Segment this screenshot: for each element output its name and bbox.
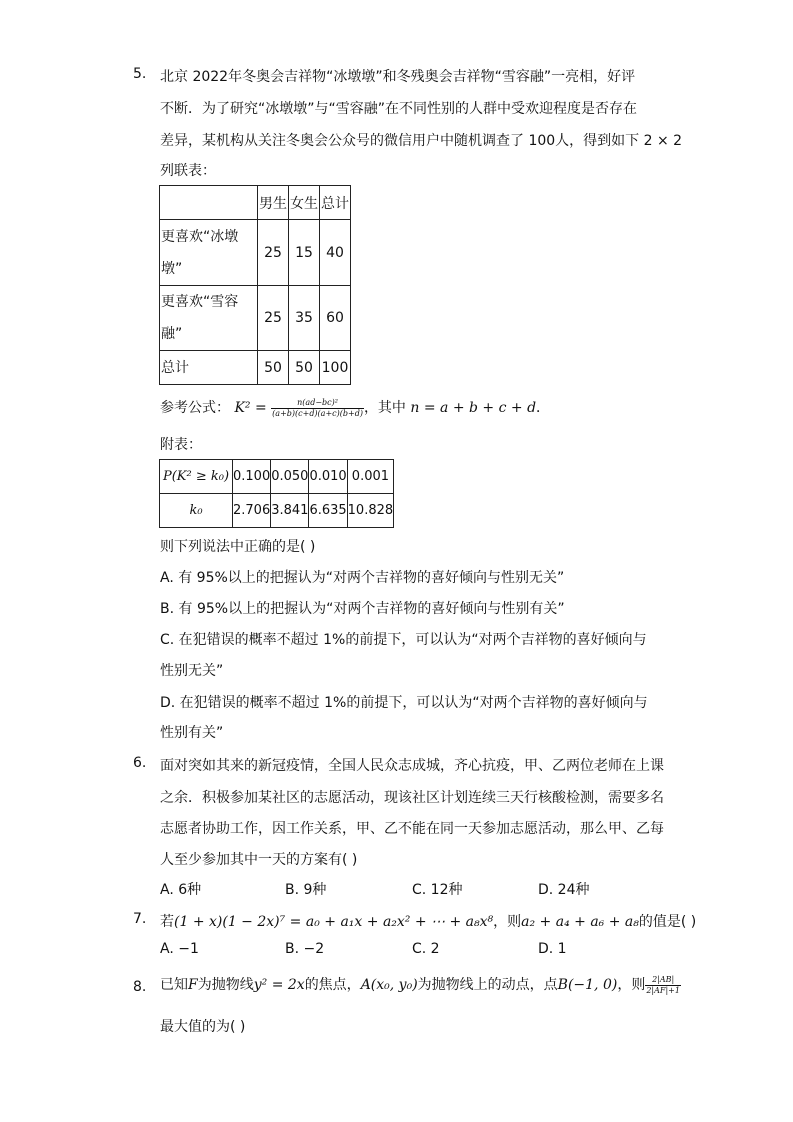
fraction-denominator: (a+b)(c+d)(a+c)(b+d) <box>272 408 363 418</box>
math-expression: F <box>188 977 198 993</box>
question-number: 7. <box>133 911 147 927</box>
table-row-label <box>160 220 258 286</box>
math-fraction <box>645 975 681 996</box>
math-expression: (1 + x)(1 − 2x)⁷ = a₀ + a₁x + a₂x² + ⋯ + a₈x⁸ <box>174 914 494 930</box>
table-cell: 50 <box>258 351 289 385</box>
table-cell: 10.828 <box>347 494 394 528</box>
option-b[interactable]: B. −2 <box>285 941 325 957</box>
question-text-line: 不断．为了研究“冰墩墩”与“雪容融”在不同性别的人群中受欢迎程度是否存在 <box>160 101 638 117</box>
text-fragment: 的值是( ) <box>638 914 697 930</box>
question-text-line <box>160 911 696 931</box>
question-text-line: 人至少参加其中一天的方案有( ) <box>160 852 358 868</box>
contingency-table <box>159 185 351 385</box>
table-header-cell: 总计 <box>320 186 351 220</box>
table-cell: 100 <box>320 351 351 385</box>
option-b[interactable]: B. 有 95%以上的把握认为“对两个吉祥物的喜好倾向与性别有关” <box>160 601 565 617</box>
table-cell: 60 <box>320 286 351 351</box>
option-c-continued[interactable]: 性别无关” <box>160 663 224 679</box>
table-row-label: P(K² ≥ k₀) <box>160 460 233 494</box>
table-row <box>160 494 394 528</box>
text-fragment: ，则 <box>617 977 646 993</box>
formula-prefix: 参考公式： <box>160 400 230 416</box>
text-fragment: 的焦点， <box>304 977 361 993</box>
reference-formula <box>160 397 550 419</box>
option-c[interactable]: C. 2 <box>412 941 440 957</box>
table-cell: 35 <box>289 286 320 351</box>
table-header-cell <box>160 186 258 220</box>
fraction-numerator: 2|AB| <box>645 975 681 986</box>
math-expression: A(x₀, y₀) <box>360 977 418 993</box>
math-expression: B(−1, 0) <box>557 977 618 993</box>
table-row <box>160 220 351 286</box>
question-text-line: 之余．积极参加某社区的志愿活动，现该社区计划连续三天行核酸检测，需要多名 <box>160 790 664 806</box>
option-a[interactable]: A. 6种 <box>160 882 202 898</box>
row-label-part: 融” <box>161 326 183 342</box>
formula-suffix: ，其中 <box>363 400 406 416</box>
table-header-cell: 男生 <box>258 186 289 220</box>
question-number: 6. <box>133 755 147 771</box>
option-c[interactable]: C. 12种 <box>412 882 463 898</box>
math-expression: y² = 2x <box>253 977 305 993</box>
table-cell: 2.706 <box>233 494 271 528</box>
table-cell: 0.010 <box>309 460 347 494</box>
text-fragment: 已知 <box>160 977 188 993</box>
table-cell: 25 <box>258 220 289 286</box>
formula-n-expression: n = a + b + c + d <box>410 400 537 416</box>
option-b[interactable]: B. 9种 <box>285 882 327 898</box>
text-fragment: 为抛物线 <box>197 977 254 993</box>
option-d[interactable]: D. 24种 <box>538 882 590 898</box>
table-cell: 0.050 <box>271 460 309 494</box>
math-expression: a₂ + a₄ + a₆ + a₈ <box>521 914 639 930</box>
row-label-part: 更喜欢“冰墩 <box>161 228 239 245</box>
option-a[interactable]: A. −1 <box>160 941 199 957</box>
question-text-line: 北京 2022年冬奥会吉祥物“冰墩墩”和冬残奥会吉祥物“雪容融”一亮相，好评 <box>160 69 636 85</box>
table-cell: 15 <box>289 220 320 286</box>
option-d[interactable]: D. 在犯错误的概率不超过 1%的前提下，可以认为“对两个吉祥物的喜好倾向与 <box>160 695 648 711</box>
appendix-label: 附表： <box>160 437 202 453</box>
table-row <box>160 460 394 494</box>
fraction-denominator: 2|AF|+1 <box>646 985 680 995</box>
table-row-label: k₀ <box>160 494 233 528</box>
table-cell: 40 <box>320 220 351 286</box>
question-number: 8. <box>133 979 147 995</box>
row-label-part: 更喜欢“雪容 <box>161 294 239 310</box>
formula-lhs: K² = <box>234 400 267 416</box>
question-text-line: 面对突如其来的新冠疫情，全国人民众志成城，齐心抗疫，甲、乙两位老师在上课 <box>160 758 664 774</box>
question-text-line <box>160 974 681 996</box>
table-cell: 50 <box>289 351 320 385</box>
question-number: 5. <box>133 66 147 82</box>
table-cell: 0.100 <box>233 460 271 494</box>
question-text-line: 志愿者协助工作，因工作关系，甲、乙不能在同一天参加志愿活动，那么甲、乙每 <box>160 821 664 837</box>
table-cell: 3.841 <box>271 494 309 528</box>
fraction-numerator: n(ad−bc)² <box>271 398 364 409</box>
formula-fraction <box>271 398 364 419</box>
question-prompt: 则下列说法中正确的是( ) <box>160 539 316 555</box>
text-fragment: 若 <box>160 914 174 930</box>
table-cell: 0.001 <box>347 460 394 494</box>
formula-end: ． <box>536 400 551 416</box>
text-fragment: 为抛物线上的动点，点 <box>417 977 558 993</box>
question-text-line: 最大值的为( ) <box>160 1019 246 1035</box>
row-label-part: 墩” <box>161 260 183 277</box>
table-header-cell: 女生 <box>289 186 320 220</box>
text-fragment: ，则 <box>493 914 522 930</box>
table-row <box>160 351 351 385</box>
table-row-label <box>160 286 258 351</box>
table-row <box>160 286 351 351</box>
table-header-row <box>160 186 351 220</box>
table-cell: 25 <box>258 286 289 351</box>
question-text-line: 列联表： <box>160 163 216 179</box>
option-d-continued[interactable]: 性别有关” <box>160 725 224 741</box>
table-cell: 6.635 <box>309 494 347 528</box>
option-c[interactable]: C. 在犯错误的概率不超过 1%的前提下，可以认为“对两个吉祥物的喜好倾向与 <box>160 632 647 648</box>
critical-value-table <box>159 459 394 528</box>
question-text-line: 差异，某机构从关注冬奥会公众号的微信用户中随机调查了 100人，得到如下 2 × 2 <box>160 133 683 149</box>
option-d[interactable]: D. 1 <box>538 941 567 957</box>
option-a[interactable]: A. 有 95%以上的把握认为“对两个吉祥物的喜好倾向与性别无关” <box>160 570 565 586</box>
table-row-label: 总计 <box>160 351 258 385</box>
